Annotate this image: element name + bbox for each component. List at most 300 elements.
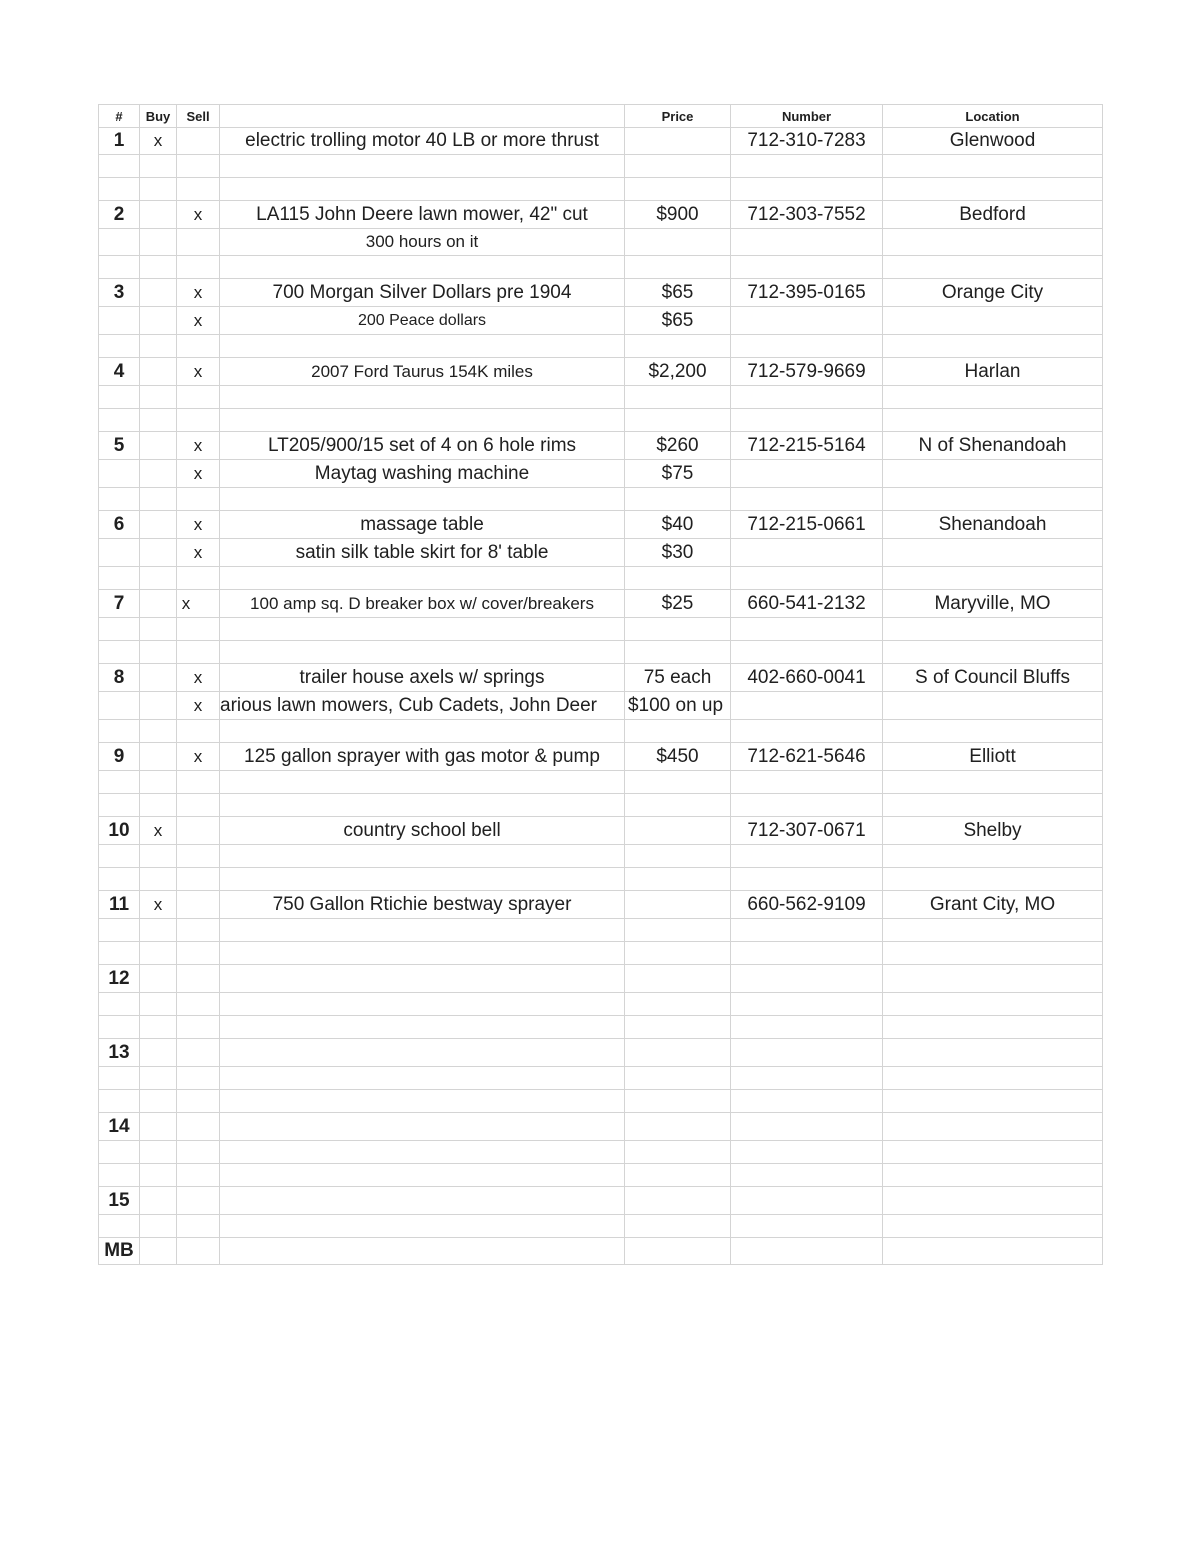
buy-mark: [140, 720, 177, 743]
buy-mark: [140, 539, 177, 567]
sell-mark: [177, 590, 220, 618]
price-cell-text: $30: [661, 541, 694, 563]
price-cell: [625, 993, 731, 1016]
price-cell: [625, 128, 731, 155]
item-description: [220, 511, 625, 539]
buy-mark: [140, 279, 177, 307]
buy-mark: [140, 307, 177, 335]
location-cell: [883, 942, 1103, 965]
table-row: [99, 743, 1103, 771]
header-number-sign: #: [99, 105, 140, 128]
row-number: [99, 618, 140, 641]
row-number: [99, 845, 140, 868]
table-row: [99, 664, 1103, 692]
table-row: [99, 567, 1103, 590]
row-number-text: 13: [108, 1041, 130, 1063]
price-cell: [625, 1164, 731, 1187]
table-row: [99, 307, 1103, 335]
row-number-text: 10: [108, 819, 130, 841]
buy-mark: [140, 335, 177, 358]
buy-mark: [140, 993, 177, 1016]
row-number: [99, 178, 140, 201]
item-description: [220, 279, 625, 307]
item-description: [220, 1187, 625, 1215]
sell-mark: [177, 1215, 220, 1238]
sell-mark: [177, 942, 220, 965]
buy-mark: [140, 1141, 177, 1164]
table-row: [99, 358, 1103, 386]
sell-mark: [177, 794, 220, 817]
phone-number-text: 712-303-7552: [747, 203, 866, 225]
price-cell-text: $2,200: [648, 360, 707, 382]
location-cell: [883, 335, 1103, 358]
phone-number: [731, 868, 883, 891]
row-number: [99, 539, 140, 567]
item-description: [220, 794, 625, 817]
phone-number: [731, 817, 883, 845]
price-cell: [625, 1039, 731, 1067]
row-number: [99, 1113, 140, 1141]
row-number-text: 12: [108, 967, 130, 989]
location-cell: [883, 641, 1103, 664]
price-cell-text: $65: [661, 281, 694, 303]
sell-mark: [177, 279, 220, 307]
table-row: [99, 409, 1103, 432]
phone-number: [731, 1215, 883, 1238]
table-row: [99, 845, 1103, 868]
location-cell-text: Bedford: [959, 203, 1026, 225]
buy-mark: [140, 1164, 177, 1187]
buy-mark: [140, 942, 177, 965]
item-description: [220, 178, 625, 201]
buy-mark: [140, 891, 177, 919]
buy-mark: [140, 358, 177, 386]
buy-mark: [140, 618, 177, 641]
phone-number-text: 712-579-9669: [747, 360, 866, 382]
phone-number: [731, 155, 883, 178]
sell-mark: [177, 965, 220, 993]
phone-number: [731, 229, 883, 256]
location-cell: [883, 488, 1103, 511]
location-cell: [883, 128, 1103, 155]
phone-number: [731, 641, 883, 664]
table-row: [99, 460, 1103, 488]
table-row: [99, 201, 1103, 229]
item-description-text: massage table: [360, 513, 484, 535]
table-row: [99, 1067, 1103, 1090]
buy-mark: [140, 229, 177, 256]
item-description: [220, 919, 625, 942]
row-number: [99, 432, 140, 460]
row-number: [99, 692, 140, 720]
location-cell: [883, 256, 1103, 279]
sell-mark: [177, 358, 220, 386]
item-description: [220, 409, 625, 432]
item-description: [220, 942, 625, 965]
header-buy: Buy: [140, 105, 177, 128]
location-cell: [883, 567, 1103, 590]
item-description: [220, 891, 625, 919]
table-row: [99, 335, 1103, 358]
row-number: [99, 1215, 140, 1238]
price-cell: [625, 692, 731, 720]
price-cell: [625, 1016, 731, 1039]
phone-number: [731, 794, 883, 817]
item-description: [220, 771, 625, 794]
row-number: [99, 307, 140, 335]
price-cell: [625, 720, 731, 743]
row-number: [99, 817, 140, 845]
price-cell: [625, 511, 731, 539]
phone-number-text: 712-310-7283: [747, 130, 866, 151]
location-cell: [883, 771, 1103, 794]
price-cell: [625, 201, 731, 229]
table-row: [99, 256, 1103, 279]
price-cell: [625, 229, 731, 256]
price-cell: [625, 771, 731, 794]
phone-number-text: 712-621-5646: [747, 745, 866, 767]
location-cell: [883, 432, 1103, 460]
phone-number: [731, 1164, 883, 1187]
location-cell-text: Grant City, MO: [929, 893, 1056, 915]
item-description: [220, 1215, 625, 1238]
row-number-text: 6: [113, 513, 125, 535]
buy-mark: [140, 1067, 177, 1090]
table-row: [99, 965, 1103, 993]
location-cell: [883, 279, 1103, 307]
row-number: [99, 664, 140, 692]
item-description: [220, 201, 625, 229]
table-row: [99, 155, 1103, 178]
location-cell: [883, 590, 1103, 618]
sell-mark-text: x: [193, 204, 203, 224]
row-number: [99, 155, 140, 178]
buy-mark: [140, 845, 177, 868]
sell-mark: [177, 641, 220, 664]
buy-mark: [140, 664, 177, 692]
phone-number: [731, 845, 883, 868]
sell-mark: [177, 771, 220, 794]
location-cell-text: Glenwood: [949, 130, 1036, 151]
phone-number: [731, 128, 883, 155]
price-cell: [625, 618, 731, 641]
buy-mark: [140, 817, 177, 845]
row-number-text: 4: [113, 360, 125, 382]
item-description-text: Maytag washing machine: [314, 462, 530, 484]
location-cell-text: S of Council Bluffs: [915, 666, 1070, 688]
location-cell: [883, 511, 1103, 539]
phone-number: [731, 1016, 883, 1039]
location-cell: [883, 1039, 1103, 1067]
row-number: [99, 279, 140, 307]
location-cell: [883, 868, 1103, 891]
price-cell-text: $450: [656, 745, 699, 767]
sell-mark: [177, 432, 220, 460]
table-row: [99, 1187, 1103, 1215]
phone-number: [731, 1238, 883, 1265]
buy-mark: [140, 641, 177, 664]
phone-number: [731, 993, 883, 1016]
row-number: [99, 229, 140, 256]
price-cell: [625, 817, 731, 845]
location-cell: [883, 1067, 1103, 1090]
sell-mark-text: x: [193, 542, 203, 562]
buy-mark: [140, 511, 177, 539]
buy-mark: [140, 590, 177, 618]
sell-mark: [177, 1187, 220, 1215]
price-cell: [625, 256, 731, 279]
location-cell: [883, 386, 1103, 409]
phone-number: [731, 942, 883, 965]
row-number: [99, 409, 140, 432]
location-cell: [883, 460, 1103, 488]
item-description: [220, 1016, 625, 1039]
location-cell: [883, 919, 1103, 942]
buy-mark: [140, 965, 177, 993]
phone-number: [731, 432, 883, 460]
price-cell: [625, 1238, 731, 1265]
sell-mark: [177, 868, 220, 891]
sell-mark: [177, 1141, 220, 1164]
item-description-text: LA115 John Deere lawn mower, 42" cut: [256, 203, 588, 225]
sell-mark: [177, 335, 220, 358]
row-number: [99, 891, 140, 919]
phone-number: [731, 409, 883, 432]
buy-mark: [140, 386, 177, 409]
price-cell-text: $65: [661, 309, 694, 331]
sell-mark: [177, 409, 220, 432]
table-row: [99, 993, 1103, 1016]
sell-mark: [177, 1090, 220, 1113]
row-number: [99, 1016, 140, 1039]
phone-number: [731, 358, 883, 386]
table-row: [99, 488, 1103, 511]
row-number: [99, 358, 140, 386]
item-description-text: satin silk table skirt for 8' table: [295, 541, 549, 563]
buy-mark: [140, 1187, 177, 1215]
sell-mark: [177, 817, 220, 845]
phone-number: [731, 664, 883, 692]
price-cell: [625, 307, 731, 335]
phone-number: [731, 488, 883, 511]
buy-mark: [140, 919, 177, 942]
phone-number: [731, 567, 883, 590]
phone-number: [731, 1141, 883, 1164]
sell-mark: [177, 845, 220, 868]
price-cell: [625, 335, 731, 358]
row-number: [99, 256, 140, 279]
table-row: [99, 771, 1103, 794]
price-cell-text: $100 on up: [627, 694, 724, 716]
sell-mark: [177, 386, 220, 409]
item-description: [220, 155, 625, 178]
buy-mark: [140, 1238, 177, 1265]
table-row: [99, 128, 1103, 155]
buy-mark: [140, 1113, 177, 1141]
phone-number: [731, 1067, 883, 1090]
price-cell: [625, 743, 731, 771]
price-cell: [625, 539, 731, 567]
table-row: [99, 692, 1103, 720]
buy-mark: [140, 256, 177, 279]
buy-mark: [140, 868, 177, 891]
row-number: [99, 1164, 140, 1187]
table-row: [99, 868, 1103, 891]
phone-number: [731, 539, 883, 567]
header-description: [220, 105, 625, 128]
item-description: [220, 720, 625, 743]
phone-number: [731, 891, 883, 919]
sell-mark: [177, 664, 220, 692]
price-cell: [625, 919, 731, 942]
table-row: [99, 1238, 1103, 1265]
item-description: [220, 1067, 625, 1090]
location-cell-text: Harlan: [964, 360, 1021, 382]
row-number-text: MB: [104, 1240, 134, 1261]
phone-number: [731, 618, 883, 641]
item-description: [220, 488, 625, 511]
price-cell: [625, 664, 731, 692]
row-number-text: 1: [113, 130, 125, 151]
item-description: [220, 590, 625, 618]
location-cell: [883, 794, 1103, 817]
item-description: [220, 845, 625, 868]
buy-mark: [140, 1090, 177, 1113]
buy-mark: [140, 1039, 177, 1067]
sell-mark-text: x: [193, 667, 203, 687]
phone-number: [731, 460, 883, 488]
sell-mark: [177, 567, 220, 590]
phone-number-text: 402-660-0041: [747, 666, 866, 688]
table-row: [99, 590, 1103, 618]
row-number-text: 3: [113, 281, 125, 303]
header-location: Location: [883, 105, 1103, 128]
item-description: [220, 641, 625, 664]
item-description: [220, 1113, 625, 1141]
buy-mark: [140, 692, 177, 720]
location-cell-text: Elliott: [969, 745, 1016, 767]
phone-number: [731, 279, 883, 307]
sell-mark: [177, 488, 220, 511]
price-cell: [625, 155, 731, 178]
location-cell: [883, 891, 1103, 919]
table-row: [99, 1164, 1103, 1187]
row-number: [99, 868, 140, 891]
row-number: [99, 919, 140, 942]
item-description: [220, 692, 625, 720]
table-row: [99, 511, 1103, 539]
location-cell: [883, 664, 1103, 692]
price-cell: [625, 178, 731, 201]
table-row: [99, 229, 1103, 256]
table-row: [99, 279, 1103, 307]
buy-mark-text: x: [153, 894, 163, 914]
item-description: [220, 1039, 625, 1067]
table-row: [99, 1215, 1103, 1238]
item-description: [220, 743, 625, 771]
item-description: [220, 335, 625, 358]
buy-mark: [140, 743, 177, 771]
sell-mark: [177, 692, 220, 720]
buy-mark: [140, 488, 177, 511]
sell-mark: [177, 618, 220, 641]
price-cell-text: $75: [661, 462, 694, 484]
location-cell: [883, 993, 1103, 1016]
row-number: [99, 1039, 140, 1067]
table-row: [99, 539, 1103, 567]
phone-number: [731, 178, 883, 201]
buy-mark: [140, 128, 177, 155]
item-description-text: trailer house axels w/ springs: [299, 666, 545, 688]
header-price: Price: [625, 105, 731, 128]
location-cell: [883, 743, 1103, 771]
sell-mark-text: x: [181, 593, 191, 613]
location-cell: [883, 720, 1103, 743]
location-cell: [883, 692, 1103, 720]
location-cell: [883, 1215, 1103, 1238]
location-cell: [883, 1141, 1103, 1164]
price-cell: [625, 279, 731, 307]
sell-mark-text: x: [193, 282, 203, 302]
price-cell-text: $40: [661, 513, 694, 535]
buy-mark: [140, 771, 177, 794]
buy-mark: [140, 794, 177, 817]
price-cell: [625, 1187, 731, 1215]
header-sell: Sell: [177, 105, 220, 128]
row-number: [99, 1187, 140, 1215]
price-cell-text: $900: [656, 203, 699, 225]
row-number: [99, 488, 140, 511]
table-row: [99, 817, 1103, 845]
sell-mark-text: x: [193, 695, 203, 715]
table-row: [99, 720, 1103, 743]
table-row: [99, 942, 1103, 965]
sell-mark: [177, 201, 220, 229]
sell-mark: [177, 539, 220, 567]
phone-number: [731, 307, 883, 335]
row-number: [99, 511, 140, 539]
sell-mark-text: x: [193, 514, 203, 534]
phone-number-text: 712-307-0671: [747, 819, 866, 841]
phone-number: [731, 1187, 883, 1215]
phone-number: [731, 692, 883, 720]
item-description-text: arious lawn mowers, Cub Cadets, John Deer: [220, 694, 598, 716]
price-cell-text: $25: [661, 592, 694, 614]
item-description: [220, 868, 625, 891]
buy-mark: [140, 409, 177, 432]
row-number: [99, 590, 140, 618]
price-cell: [625, 1090, 731, 1113]
row-number: [99, 386, 140, 409]
table-row: [99, 794, 1103, 817]
location-cell-text: Shenandoah: [938, 513, 1047, 535]
item-description-text: 750 Gallon Rtichie bestway sprayer: [272, 893, 572, 915]
row-number: [99, 771, 140, 794]
item-description-text: 100 amp sq. D breaker box w/ cover/breakers: [250, 593, 594, 613]
phone-number: [731, 771, 883, 794]
sell-mark: [177, 155, 220, 178]
item-description: [220, 1164, 625, 1187]
location-cell: [883, 618, 1103, 641]
location-cell: [883, 409, 1103, 432]
item-description: [220, 1141, 625, 1164]
item-description: [220, 386, 625, 409]
price-cell: [625, 1215, 731, 1238]
item-description: [220, 460, 625, 488]
table-row: [99, 1113, 1103, 1141]
item-description: [220, 1238, 625, 1265]
location-cell: [883, 155, 1103, 178]
